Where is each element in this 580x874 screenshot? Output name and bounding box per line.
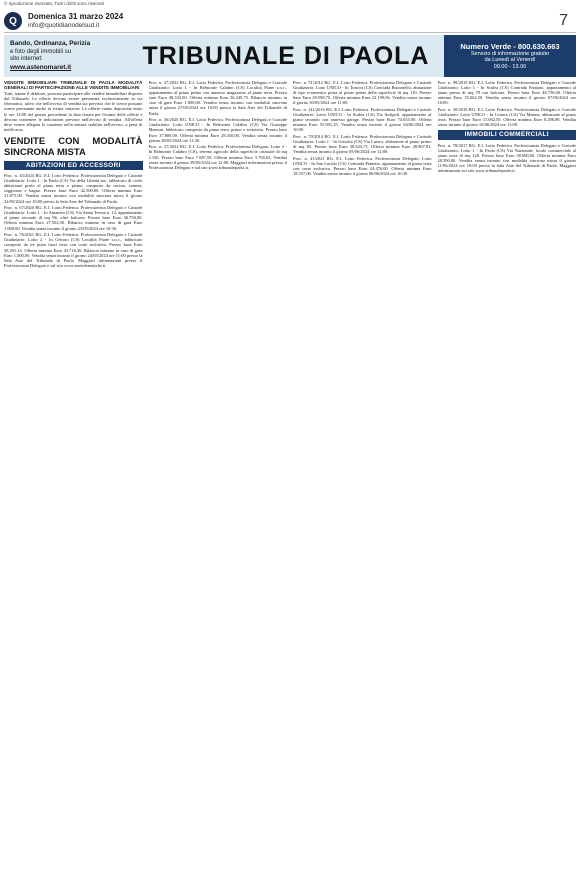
issue-date: Domenica 31 marzo 2024 (28, 12, 124, 22)
column-2 (149, 80, 288, 870)
auction-listing: Proc. n. 98/2019 RG. E.I. Lotto Federica. Professionista Delegato e Custode Giudiziario: Lotto 1 - In Scalea (CS) Contrada Pantano, appartamento al piano primo di mq 78 con balcone. Prezzo base Euro 46.750,00. Offerta minima Euro 35.062,50. Vendita senza incanto il giorno 07/06/2024 ore 10:00. (437, 80, 576, 106)
bando-line-3: sito internet: (10, 56, 43, 62)
page-header (4, 10, 576, 33)
auction-listing: Proc. n. 70/2014 RG. E.I. Lotto Federica. Professionista Delegato e Custode Giudiziario: Lotto 1 - In Grisolia (CS) Via Lutero, abitazione al piano primo di mq 85. Prezzo base Euro 38.623,75. Offerta minima Euro 28.967,81. Vendita senza incanto il giorno 05/06/2024 ore 12:00. (293, 134, 432, 155)
page-title: TRIBUNALE DI PAOLA (142, 41, 430, 70)
date-block (28, 13, 123, 29)
newspaper-logo-icon: Q (4, 12, 22, 30)
green-number-box (444, 35, 576, 77)
section-bar: ABITAZIONI ED ACCESSORI (4, 161, 143, 170)
bando-site-link[interactable]: www.astenomaret.it (10, 63, 72, 71)
green-number-line-3: da Lunedì al Venerdì (484, 57, 536, 64)
auction-listing: Proc. n. 76/2021 RG. E.I. Lotto Federica. Professionista Delegato e Custode Giudiziario: Lotto 2 - In Cetraro (CS) Località Piane s.n.c., fabbricato composto da tre piani fuori terra con corte esclusiva. Prezzo base Euro 58.291,14. Offerta minima Euro 43.718,36. Rilancio minimo in caso di gara Euro 1.000,00. Vendita senza incanto il giorno 24/05/2024 ore 11:00 presso la Sala Aste del Tribunale di Paola. Maggiori informazioni presso il Professionista Delegato e sul sito www.astetelematiche.it. (4, 232, 143, 268)
masthead (4, 35, 576, 77)
commercial-section-bar: IMMOBILI COMMERCIALI (438, 130, 577, 139)
auction-listing: Proc. n. 56/2020 RG. E.I. Lotto Federica. Professionista Delegato e Custode Giudiziario: Lotto UNICO - In Belmonte Calabro (CS) Via Giuseppe Mazzini, fabbricato composto da piano terra, primo e sottotetto. Prezzo base Euro 37.800,00. Offerta minima Euro 28.350,00. Vendita senza incanto il giorno 28/05/2024 ore 11:30. (148, 117, 287, 143)
section-heading: VENDITE CON MODALITÀ SINCRONA MISTA (4, 135, 143, 158)
intro-heading: VENDITE IMMOBILIARI TRIBUNALE DI PAOLA MODALITÀ GENERALI DI PARTECIPAZIONE ALLE VENDITE IMMOBILIARI (4, 80, 143, 91)
auction-listing: Proc. n. 37/2022 RG. E.I. Lotto Federica. Professionista Delegato e Custode Giudiziario: Lotto 1 - In Belmonte Calabro (CS) Località Piane s.n.c., appartamento al piano primo con annesso magazzino al piano terra. Prezzo base Euro 48.333,00. Offerta minima Euro 36.249,75. Rilancio minimo in caso di gara Euro 1.000,00. Vendita senza incanto con modalità sincrona mista il giorno 27/05/2024 ore 10:00 presso la Sala Aste del Tribunale di Paola. (148, 80, 287, 116)
green-number-line-2: Servizio di informazione gratuito (470, 50, 550, 57)
bando-info (4, 40, 128, 71)
article-columns (4, 80, 576, 870)
intro-text: Tutti, tranne il debitore, possono partecipare alle vendite immobiliari disposte dal Tribunale. Le offerte devono essere presentate esclusivamente in via telematica, salvo che nell'avviso di vendita sia previsto che le stesse possano essere presentate anche in forma cartacea. Le offerte vanno depositate entro le ore 12:00 del giorno precedente la data fissata per l'esame delle offerte e devono contenere le indicazioni previste nell'avviso di vendita. All'offerta deve essere allegata la cauzione nella misura stabilita nell'avviso, a pena di inefficacia. (4, 91, 143, 132)
column-1 (4, 80, 143, 870)
column-4 (438, 80, 577, 870)
auction-listing: Proc. n. 141/2016 RG. E.I. Lotto Federica. Professionista Delegato e Custode Giudiziario: Lotto UNICO - In Scalea (CS) Via Anfipoli, appartamento al piano secondo con annesso garage. Prezzo base Euro 74.655,00. Offerta minima Euro 55.991,25. Vendita senza incanto il giorno 04/06/2024 ore 10:00. (293, 107, 432, 133)
green-number: Numero Verde - 800.630.663 (460, 41, 560, 51)
auction-listing: Proc. n. 78/2017 RG. E.I. Lotto Federica. Professionista Delegato e Custode Giudiziario: Lotto 1 - In Paola (CS) Via Nazionale, locale commerciale al piano terra di mq 120. Prezzo base Euro 38.000,00. Offerta minima Euro 28.500,00. Vendita senza incanto con modalità sincrona mista il giorno 11/06/2024 ore 10:00 presso la Sala Aste del Tribunale di Paola. Maggiori informazioni sul sito www.tribunalepaola.it. (437, 142, 576, 173)
reproduction-notice: © riproduzione riservata, Tutti i diritti sono riservati (4, 1, 104, 6)
bando-line-2: e foto degli immobili su (10, 48, 72, 55)
auction-listing: Proc. n. 41/2021 RG. E.I. Lotto Federica. Professionista Delegato: Lotto UNICO - In San Lucido (CS) Contrada Pianette, appartamento al piano terra con corte esclusiva. Prezzo base Euro 24.476,00. Offerta minima Euro 18.357,00. Vendita senza incanto il giorno 06/06/2024 ore 10:30. (293, 156, 432, 177)
auction-listing: Proc. n. 67/2020 RG. E.I. Lotto Federica. Professionista Delegato e Custode Giudiziario: Lotto 1 - In Amantea (CS) Via Santa Teresa n. 12, appartamento al piano secondo di mq 86, oltre balcone. Prezzo base Euro 36.750,00. Offerta minima Euro 27.562,50. Rilancio minimo in caso di gara Euro 1.000,00. Vendita senza incanto il giorno 23/05/2024 ore 10:30. (4, 205, 143, 231)
column-3 (293, 80, 432, 870)
contact-email: info@quotidianodelsud.it (28, 21, 100, 29)
page-number: 7 (559, 12, 568, 29)
auction-listing: Proc. n. 51/2012 RG. E.I. Lotto Federica. Professionista Delegato e Custode Giudiziario: Lotto UNICO - In Tortora (CS) Contrada Rizzonello, abitazione di tipo economico posta al piano primo della superficie di mq 110. Prezzo base Euro 29.598,75. Offerta minima Euro 22.199,06. Vendita senza incanto il giorno 30/05/2024 ore 11:00. (293, 80, 432, 106)
auction-listing: Proc. n. 37/2022 RG. E.I. Lotto Federica. Professionista Delegato: Lotto 2 - In Belmonte Calabro (CS), terreno agricolo della superficie catastale di mq 2.150. Prezzo base Euro 7.687,50. Offerta minima Euro 5.765,63. Vendita senza incanto il giorno 29/05/2024 ore 12:00. Maggiori informazioni presso il Professionista Delegato e sul sito www.tribunalepaola.it. (148, 144, 287, 170)
auction-listing: Proc. n. 30/2019 RG. E.I. Lotto Federica. Professionista Delegato e Custode Giudiziario: Lotto UNICO - In Cetraro (CS) Via Marina, abitazione al piano terra. Prezzo base Euro 11.062,50. Offerta minima Euro 8.296,88. Vendita senza incanto il giorno 10/06/2024 ore 11:00. (437, 107, 576, 128)
bando-line-1: Bando, Ordinanza, Perizia (10, 40, 91, 48)
green-number-line-4: 09.00 - 13.00 (493, 63, 527, 70)
auction-listing: Proc. n. 45/2023 RG. E.I. Lotto Federica. Professionista Delegato e Custode Giudiziario: Lotto 1 - In Paola (CS) Via della Libertà snc, fabbricato di civile abitazione posto al piano terra e primo, composto da cucina, camera, soggiorno e bagno. Prezzo base Euro 42.500,00. Offerta minima Euro 31.875,00. Vendita senza incanto con modalità sincrona mista il giorno 22/05/2024 ore 10:00 presso la Sala Aste del Tribunale di Paola. (4, 173, 143, 204)
